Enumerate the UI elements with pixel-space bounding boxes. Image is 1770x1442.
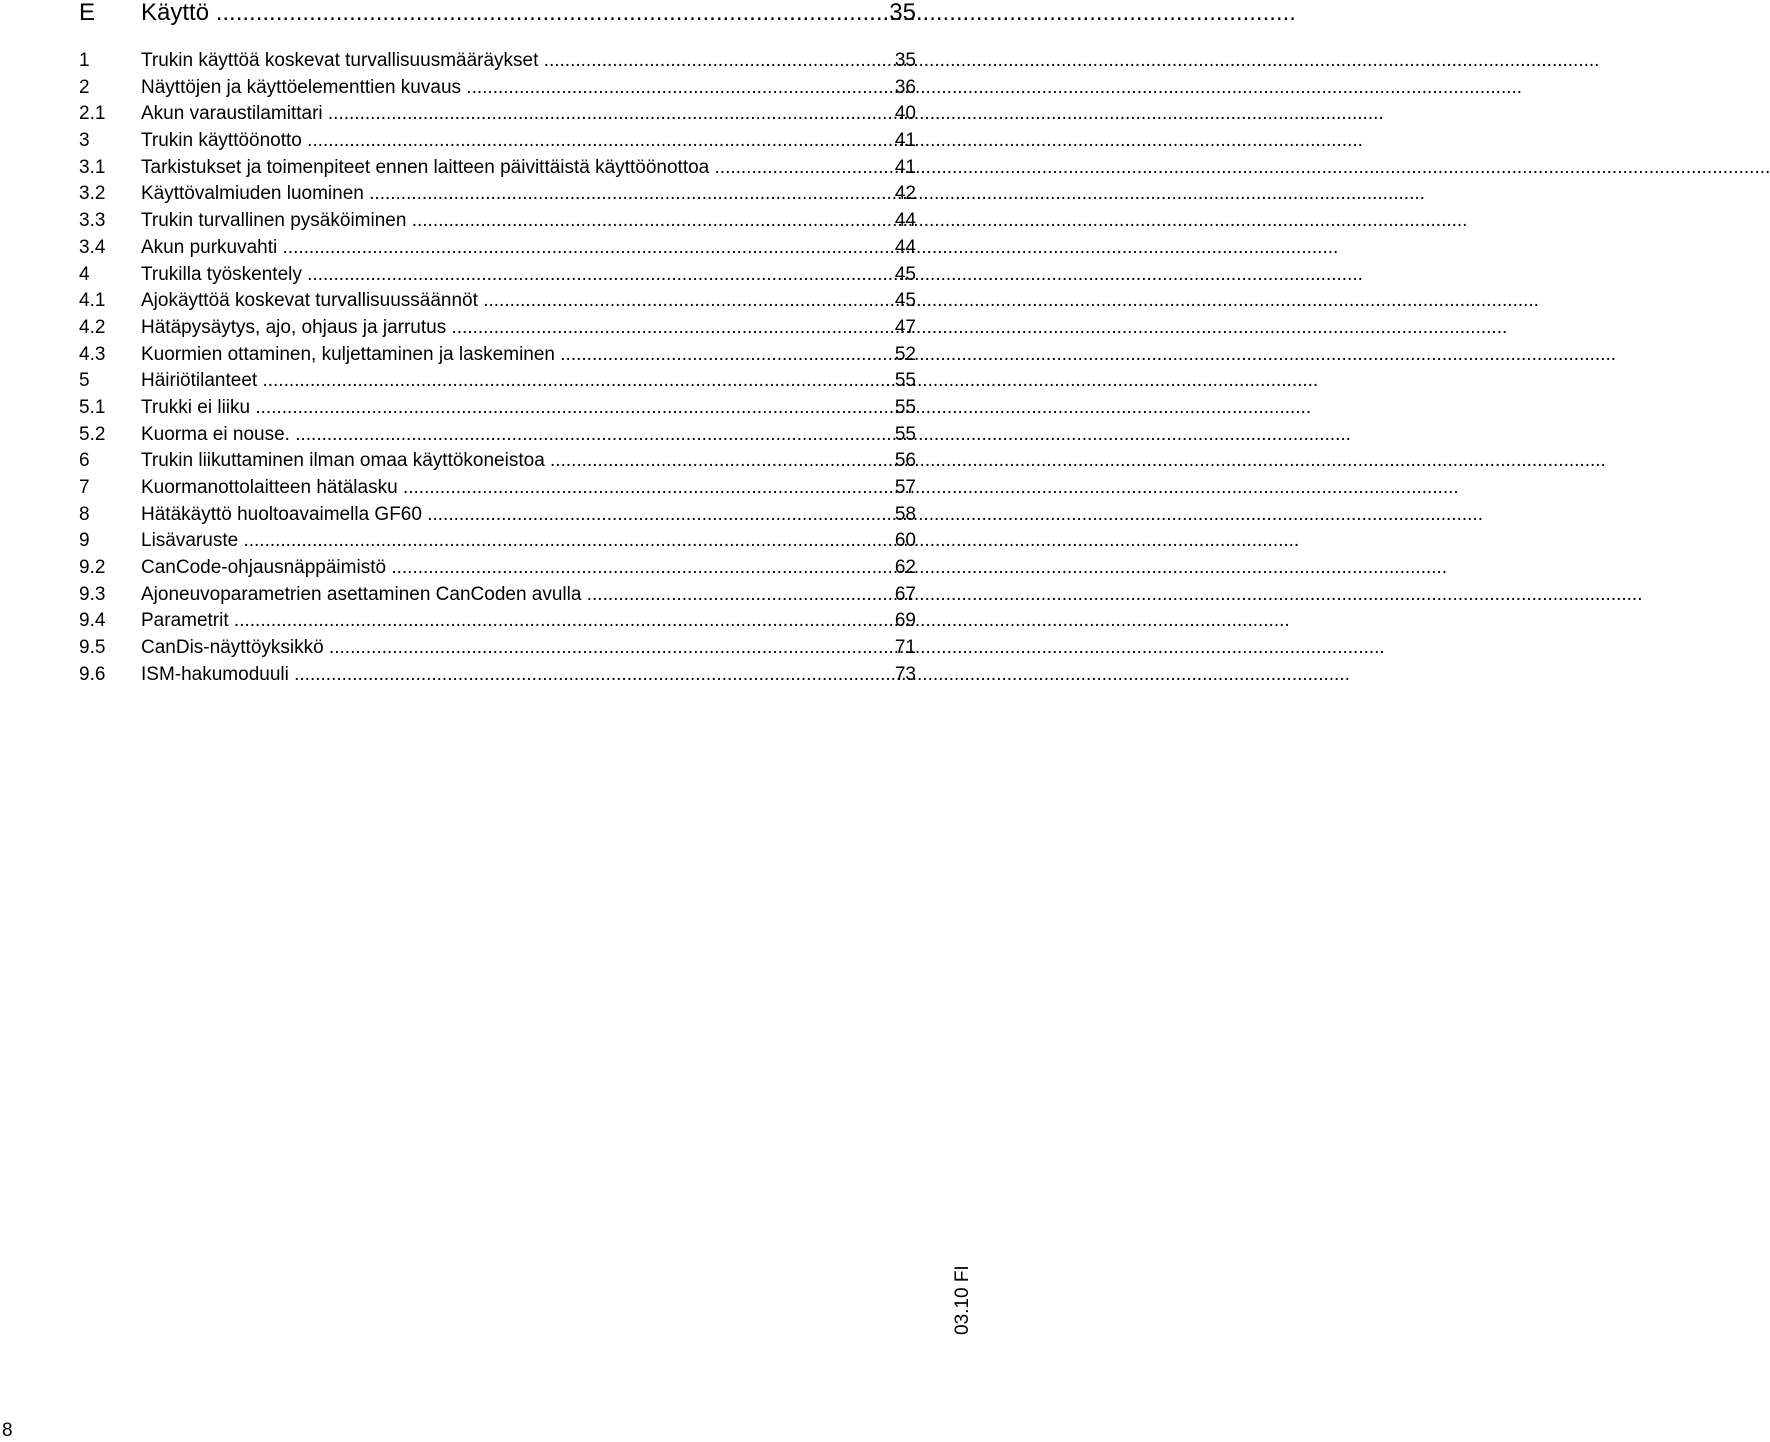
section-title: Käyttö ..... xyxy=(141,0,859,26)
toc-entry-page: 45 xyxy=(894,263,916,285)
toc-entry-number: 9 xyxy=(79,530,90,552)
toc-entry xyxy=(0,528,960,555)
toc-entry-page: 36 xyxy=(894,76,916,98)
toc-entry-number: 5.1 xyxy=(79,396,106,418)
toc-entry-title: ISM-hakumoduuli ..... xyxy=(141,662,859,689)
toc-entry-page: 41 xyxy=(894,156,916,178)
toc-entry-page: 57 xyxy=(894,477,916,498)
toc-entry-page: 69 xyxy=(894,610,916,632)
toc-entry-title: Tarkistukset ja toimenpiteet ennen laitteen päivittäistä käyttöönottoa ..... xyxy=(141,155,859,182)
toc-entry-number: 3.4 xyxy=(79,236,106,258)
toc-entry-number: 9.2 xyxy=(79,557,106,579)
toc-entry-page: 55 xyxy=(894,370,916,392)
toc-entry-title: Parametrit ..... xyxy=(141,608,859,635)
toc-entry-number: 8 xyxy=(79,503,90,525)
table-of-contents xyxy=(0,48,960,689)
toc-entry xyxy=(0,75,960,102)
page-number: 8 xyxy=(2,1420,13,1441)
toc-entry xyxy=(0,555,960,582)
toc-entry-title: Akun purkuvahti ..... xyxy=(141,235,859,262)
toc-entry-title: Trukin käyttöönotto ..... xyxy=(141,128,859,155)
toc-entry xyxy=(0,635,960,662)
toc-entry-page: 60 xyxy=(894,530,916,552)
toc-entry xyxy=(0,395,960,422)
toc-entry-title: Hätäkäyttö huoltoavaimella GF60 ..... xyxy=(141,502,859,529)
toc-entry-page: 47 xyxy=(894,316,916,338)
toc-entry xyxy=(0,608,960,635)
toc-entry-title: Näyttöjen ja käyttöelementtien kuvaus ..... xyxy=(141,75,859,102)
toc-entry-page: 35 xyxy=(894,50,916,71)
toc-entry-title: Lisävaruste ..... xyxy=(141,528,859,555)
toc-entry xyxy=(0,288,960,315)
toc-entry-number: 9.4 xyxy=(79,610,106,632)
toc-entry-page: 41 xyxy=(894,130,916,152)
section-letter: E xyxy=(79,0,96,26)
toc-entry-page: 62 xyxy=(894,557,916,579)
toc-entry xyxy=(0,101,960,128)
toc-entry-number: 5 xyxy=(79,370,90,392)
toc-entry xyxy=(0,235,960,262)
toc-entry-title: Trukin liikuttaminen ilman omaa käyttökoneistoa ..... xyxy=(141,448,859,475)
toc-entry xyxy=(0,662,960,689)
section-page-number: 35 xyxy=(889,0,916,26)
toc-entry-number: 4.3 xyxy=(79,343,106,365)
toc-entry-title: Kuorma ei nouse. ..... xyxy=(141,422,859,449)
toc-entry-title: Trukin turvallinen pysäköiminen ..... xyxy=(141,208,859,235)
toc-entry-number: 4 xyxy=(79,263,90,285)
toc-entry-title: Trukin käyttöä koskevat turvallisuusmääräykset ..... xyxy=(141,48,859,75)
toc-entry-number: 1 xyxy=(79,50,90,71)
toc-entry-number: 3 xyxy=(79,130,90,152)
toc-entry-title: Trukilla työskentely ..... xyxy=(141,262,859,289)
toc-entry xyxy=(0,155,960,182)
toc-entry-page: 44 xyxy=(894,236,916,258)
toc-entry-title: Trukki ei liiku ..... xyxy=(141,395,859,422)
toc-entry-number: 4.1 xyxy=(79,290,106,312)
toc-entry-title: Häiriötilanteet ..... xyxy=(141,368,859,395)
toc-entry xyxy=(0,181,960,208)
toc-entry xyxy=(0,128,960,155)
toc-entry-page: 56 xyxy=(894,450,916,472)
toc-entry-title: Kuormien ottaminen, kuljettaminen ja laskeminen ..... xyxy=(141,342,859,369)
toc-entry-title: CanDis-näyttöyksikkö ..... xyxy=(141,635,859,662)
toc-entry xyxy=(0,342,960,369)
toc-entry xyxy=(0,48,960,75)
toc-entry xyxy=(0,368,960,395)
toc-entry xyxy=(0,582,960,609)
toc-entry-page: 40 xyxy=(894,103,916,125)
toc-entry-page: 52 xyxy=(894,343,916,365)
toc-entry-title: Kuormanottolaitteen hätälasku ..... xyxy=(141,475,859,502)
toc-section-heading xyxy=(0,0,960,30)
toc-entry-page: 55 xyxy=(894,396,916,418)
toc-entry-title: CanCode-ohjausnäppäimistö ..... xyxy=(141,555,859,582)
toc-entry-number: 4.2 xyxy=(79,316,106,338)
toc-entry-page: 58 xyxy=(894,503,916,525)
toc-entry xyxy=(0,208,960,235)
toc-entry-title: Akun varaustilamittari ..... xyxy=(141,101,859,128)
toc-entry-page: 71 xyxy=(894,637,916,659)
toc-entry-number: 3.1 xyxy=(79,156,106,178)
toc-entry-page: 42 xyxy=(894,183,916,205)
toc-entry-number: 9.3 xyxy=(79,583,106,605)
toc-entry-number: 5.2 xyxy=(79,423,106,445)
toc-entry-page: 44 xyxy=(894,210,916,232)
toc-entry-number: 2.1 xyxy=(79,103,106,125)
toc-entry-title: Hätäpysäytys, ajo, ohjaus ja jarrutus ..... xyxy=(141,315,859,342)
toc-entry-title: Käyttövalmiuden luominen ..... xyxy=(141,181,859,208)
toc-entry xyxy=(0,502,960,529)
toc-entry xyxy=(0,475,960,502)
toc-entry-number: 7 xyxy=(79,477,90,498)
toc-entry xyxy=(0,262,960,289)
toc-entry-page: 45 xyxy=(894,290,916,312)
toc-entry-number: 3.3 xyxy=(79,210,106,232)
toc-entry xyxy=(0,422,960,449)
toc-entry-number: 9.6 xyxy=(79,663,106,685)
toc-entry xyxy=(0,448,960,475)
toc-entry-page: 73 xyxy=(894,663,916,685)
toc-entry-number: 3.2 xyxy=(79,183,106,205)
toc-entry-number: 6 xyxy=(79,450,90,472)
toc-entry-number: 9.5 xyxy=(79,637,106,659)
toc-entry-page: 55 xyxy=(894,423,916,445)
toc-entry-title: Ajoneuvoparametrien asettaminen CanCoden avulla ..... xyxy=(141,582,859,609)
toc-entry-title: Ajokäyttöä koskevat turvallisuussäännöt ..... xyxy=(141,288,859,315)
toc-entry-page: 67 xyxy=(894,583,916,605)
toc-entry xyxy=(0,315,960,342)
toc-entry-number: 2 xyxy=(79,76,90,98)
document-code: 03.10 FI xyxy=(952,1265,973,1335)
